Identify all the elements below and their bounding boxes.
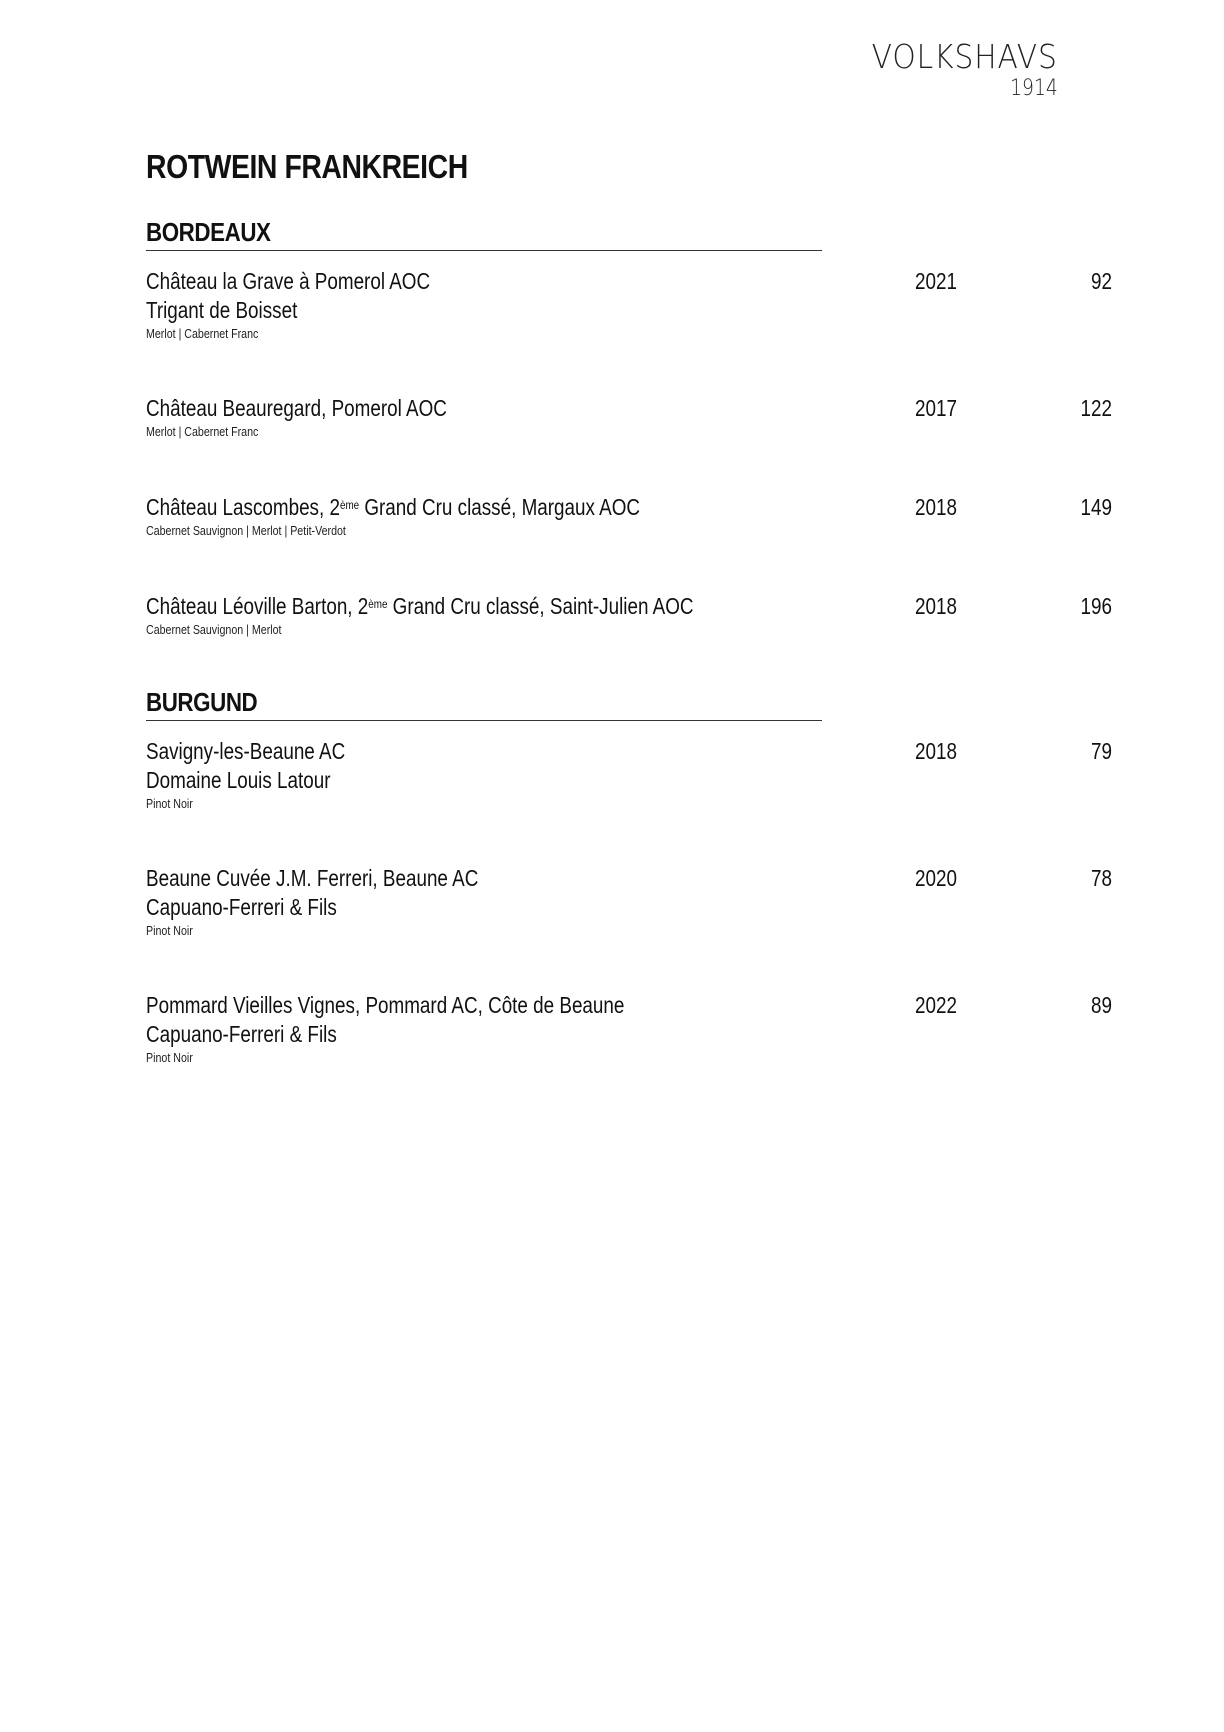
wine-vintage: 2022 [915, 992, 957, 1018]
wine-grapes: Pinot Noir [146, 923, 193, 938]
wine-vintage: 2021 [915, 268, 957, 294]
wine-grapes: Merlot | Cabernet Franc [146, 424, 259, 439]
wine-producer: Capuano-Ferreri & Fils [146, 894, 337, 920]
section-header [146, 218, 822, 251]
wine-price: 92 [1091, 268, 1112, 294]
wine-name: Beaune Cuvée J.M. Ferreri, Beaune AC [146, 865, 479, 891]
wine-producer: Trigant de Boisset [146, 297, 298, 323]
wine-name: Château Léoville Barton, 2ème Grand Cru classé, Saint-Julien AOC [146, 593, 694, 619]
wine-price: 122 [1080, 395, 1112, 421]
wine-vintage: 2018 [915, 593, 957, 619]
wine-name: Château la Grave à Pomerol AOC [146, 268, 431, 294]
wine-price: 78 [1091, 865, 1112, 891]
wine-item [146, 493, 1122, 592]
wine-producer: Domaine Louis Latour [146, 767, 331, 793]
wine-price: 196 [1080, 593, 1112, 619]
wine-vintage: 2018 [915, 738, 957, 764]
brand-year: 1914 [1010, 76, 1058, 101]
wine-name: Savigny-les-Beaune AC [146, 738, 346, 764]
wine-grapes: Pinot Noir [146, 1050, 193, 1065]
page-title: ROTWEIN FRANKREICH [146, 148, 468, 185]
brand-name: VOLKSHAVS [871, 37, 1058, 76]
wine-grapes: Cabernet Sauvignon | Merlot | Petit-Verdot [146, 523, 346, 538]
brand-logo [851, 38, 1058, 102]
section-title: BORDEAUX [146, 217, 271, 247]
wine-price: 149 [1080, 494, 1112, 520]
wine-item [146, 991, 1122, 1118]
wine-grapes: Pinot Noir [146, 796, 193, 811]
wine-name: Pommard Vieilles Vignes, Pommard AC, Côte de Beaune [146, 992, 625, 1018]
wine-item [146, 592, 1122, 652]
wine-vintage: 2018 [915, 494, 957, 520]
wine-grapes: Cabernet Sauvignon | Merlot [146, 622, 282, 637]
wine-item [146, 864, 1122, 991]
wine-name: Château Lascombes, 2ème Grand Cru classé, Margaux AOC [146, 494, 641, 520]
wine-name: Château Beauregard, Pomerol AOC [146, 395, 447, 421]
wine-item [146, 267, 1122, 394]
wine-price: 89 [1091, 992, 1112, 1018]
section-burgund [146, 688, 1122, 1118]
wine-item [146, 394, 1122, 493]
section-title: BURGUND [146, 687, 258, 717]
wine-grapes: Merlot | Cabernet Franc [146, 326, 259, 341]
section-header [146, 688, 822, 721]
wine-item [146, 737, 1122, 864]
wine-vintage: 2020 [915, 865, 957, 891]
wine-producer: Capuano-Ferreri & Fils [146, 1021, 337, 1047]
wine-vintage: 2017 [915, 395, 957, 421]
wine-price: 79 [1091, 738, 1112, 764]
section-bordeaux [146, 218, 1122, 652]
